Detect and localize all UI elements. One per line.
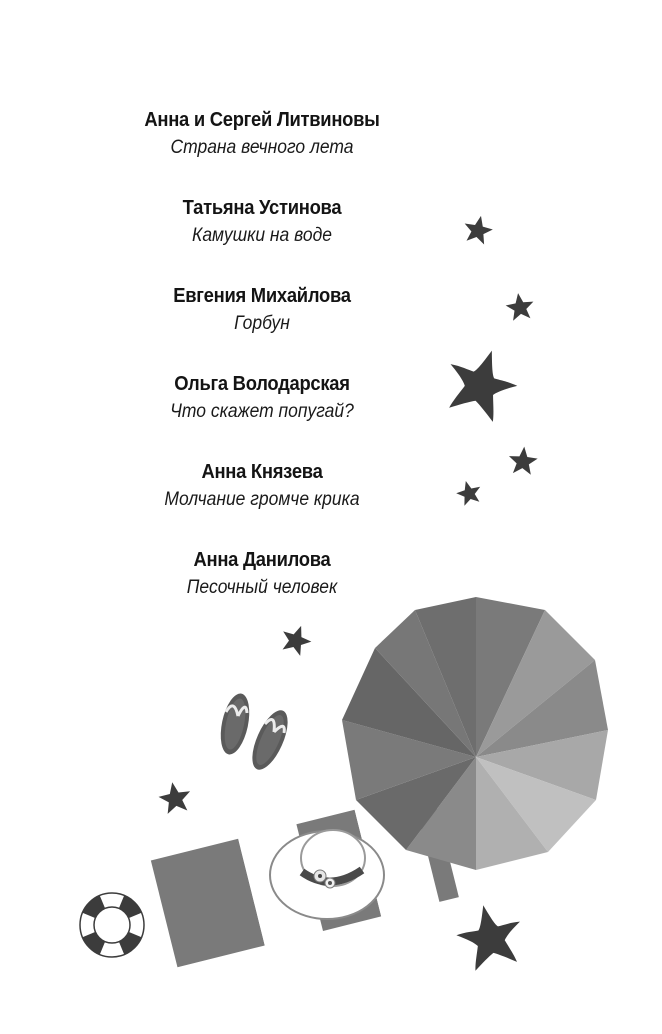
book-author: Ольга Володарская bbox=[174, 373, 350, 395]
book-author: Анна и Сергей Литвиновы bbox=[144, 109, 380, 131]
book-title: Горбун bbox=[234, 313, 290, 334]
book-title: Молчание громче крика bbox=[164, 489, 360, 510]
book-title: Песочный человек bbox=[186, 577, 338, 598]
book-title: Страна вечного лета bbox=[170, 137, 354, 158]
book-title: Камушки на воде bbox=[192, 225, 332, 246]
book-title: Что скажет попугай? bbox=[170, 401, 354, 422]
book-author: Евгения Михайлова bbox=[173, 285, 351, 307]
starfish-icon bbox=[451, 898, 528, 973]
starfish-icon bbox=[504, 291, 535, 321]
sun-hat-icon bbox=[270, 830, 384, 919]
starfish-icon bbox=[508, 445, 539, 475]
life-ring-icon bbox=[80, 893, 144, 957]
starfish-icon bbox=[277, 621, 315, 658]
starfish-icon bbox=[454, 478, 484, 507]
starfish-icon bbox=[156, 779, 193, 814]
book-author: Анна Князева bbox=[201, 461, 323, 483]
starfish-icon bbox=[438, 340, 526, 426]
book-author: Анна Данилова bbox=[193, 549, 331, 571]
starfish-icon bbox=[461, 213, 495, 246]
book-author: Татьяна Устинова bbox=[182, 197, 342, 219]
flip-flops-icon bbox=[216, 691, 295, 775]
